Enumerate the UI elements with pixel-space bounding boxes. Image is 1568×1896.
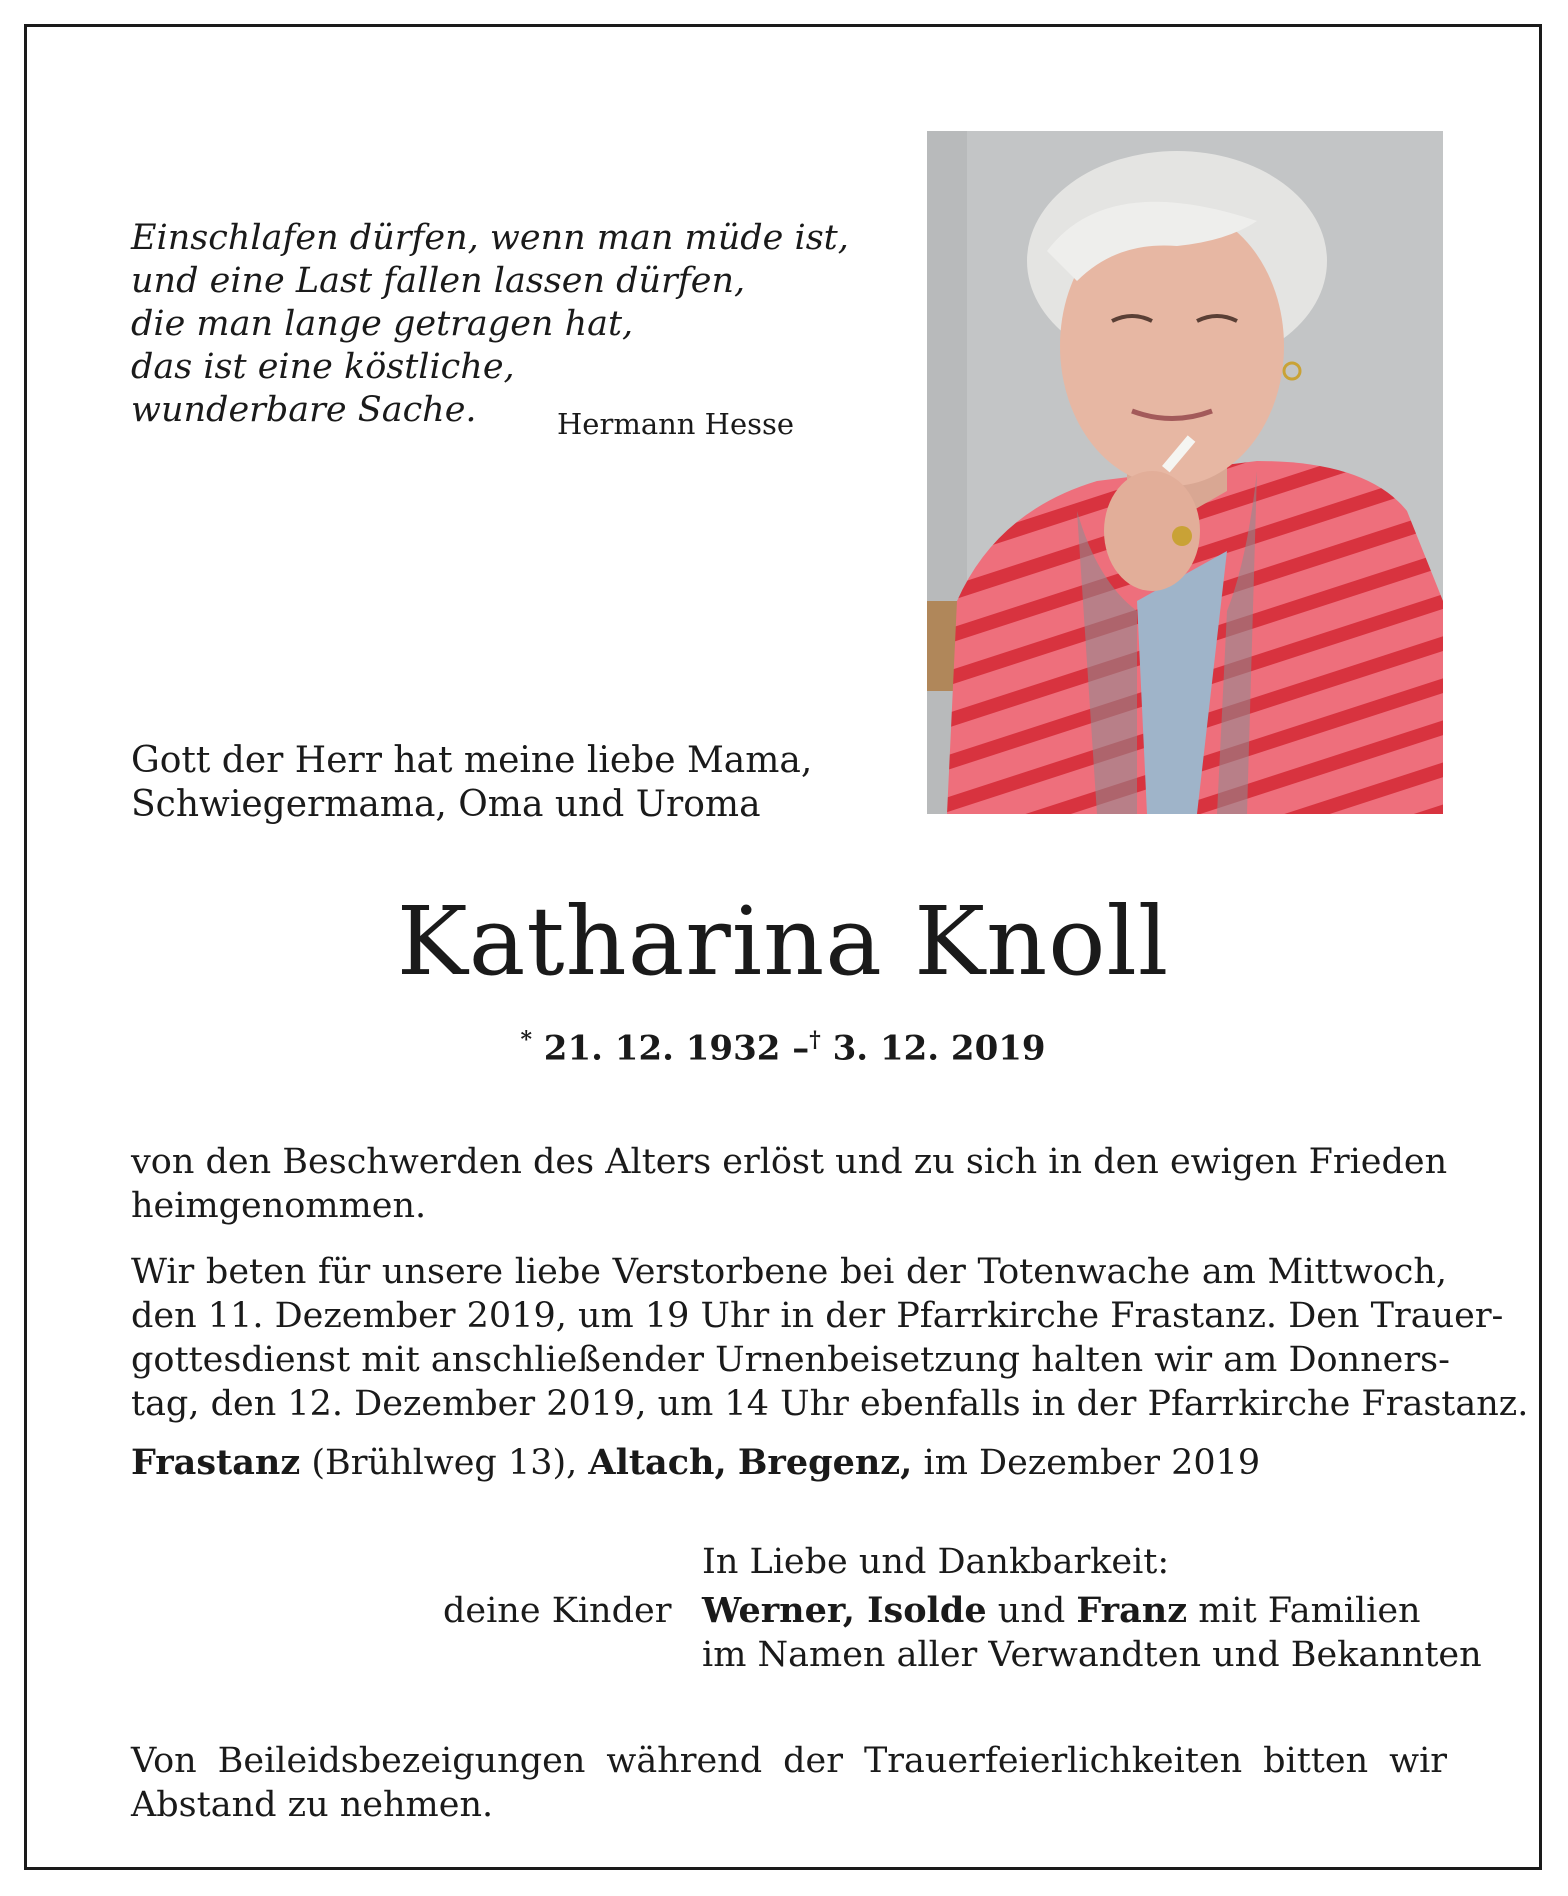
- portrait-photo-icon: [927, 131, 1443, 814]
- place-address: (Brühlweg 13),: [311, 1443, 578, 1483]
- death-symbol: †: [809, 1027, 821, 1053]
- quote-line: und eine Last fallen lassen dürfen,: [131, 261, 746, 301]
- paragraph-line: von den Beschwerden des Alters erlöst und zu sich in den ewigen Frieden: [131, 1142, 1448, 1182]
- life-dates: [27, 1027, 1539, 1068]
- paragraph-release: [131, 1140, 1447, 1228]
- place-town: Altach,: [588, 1442, 727, 1483]
- quote-line: wunderbare Sache.: [131, 390, 477, 430]
- intro-text: [131, 739, 812, 827]
- signature-relatives: im Namen aller Verwandten und Bekannten: [702, 1635, 1482, 1675]
- place-town: Frastanz: [131, 1442, 301, 1483]
- quote: [131, 217, 849, 432]
- quote-author: Hermann Hesse: [557, 407, 795, 441]
- intro-line: Gott der Herr hat meine liebe Mama,: [131, 740, 813, 781]
- death-date: 3. 12. 2019: [832, 1028, 1046, 1069]
- closing-line: Abstand zu nehmen.: [131, 1785, 494, 1825]
- paragraph-line: heimgenommen.: [131, 1186, 427, 1226]
- closing-line: Von Beileidsbezeigungen während der Trauerfeierlichkeiten bitten wir: [131, 1741, 1447, 1781]
- deceased-name: Katharina Knoll: [396, 887, 1170, 997]
- paragraph-line: tag, den 12. Dezember 2019, um 14 Uhr ebenfalls in der Pfarrkirche Frastanz.: [131, 1384, 1529, 1424]
- signature-name: Franz: [1076, 1590, 1188, 1631]
- place-date: im Dezember 2019: [923, 1443, 1261, 1483]
- paragraph-line: gottesdienst mit anschließender Urnenbeisetzung halten wir am Donners-: [131, 1340, 1450, 1380]
- quote-line: die man lange getragen hat,: [131, 304, 634, 344]
- quote-line: das ist eine köstliche,: [131, 347, 515, 387]
- closing-note: [131, 1739, 1447, 1827]
- signature-suffix: mit Familien: [1198, 1591, 1421, 1631]
- place-town: Bregenz,: [737, 1442, 913, 1483]
- obituary-card: [24, 24, 1542, 1870]
- birth-symbol: *: [520, 1027, 532, 1053]
- signature-prefix: deine Kinder: [443, 1591, 672, 1631]
- place-and-date: [131, 1442, 1260, 1483]
- birth-date: 21. 12. 1932: [543, 1028, 781, 1069]
- date-dash: –: [792, 1028, 810, 1069]
- paragraph-line: Wir beten für unsere liebe Verstorbene bei der Totenwache am Mittwoch,: [131, 1252, 1447, 1292]
- signature-name: Werner, Isolde: [702, 1590, 987, 1631]
- signature-and: und: [997, 1591, 1066, 1631]
- signature-names: [702, 1589, 1421, 1633]
- portrait-photo: [927, 131, 1443, 814]
- paragraph-services: [131, 1250, 1529, 1426]
- quote-line: Einschlafen dürfen, wenn man müde ist,: [131, 218, 849, 258]
- signature-heading: In Liebe und Dankbarkeit:: [702, 1542, 1170, 1582]
- paragraph-line: den 11. Dezember 2019, um 19 Uhr in der Pfarrkirche Frastanz. Den Trauer-: [131, 1296, 1504, 1336]
- intro-line: Schwiegermama, Oma und Uroma: [131, 784, 761, 825]
